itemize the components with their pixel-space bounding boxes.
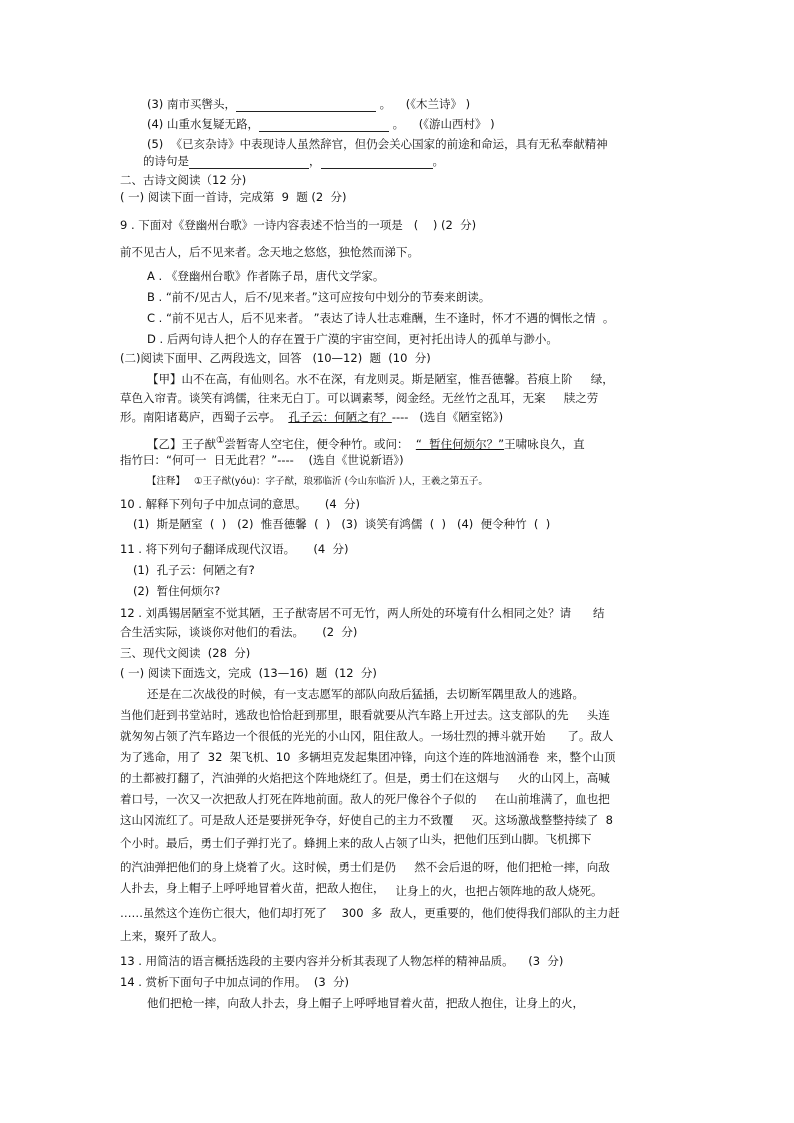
- q4-source: (《游山西村》 ): [418, 117, 495, 131]
- option-b: B . “前不/见古人，后不/见来者。”这可应按句中划分的节奏来朗读。: [147, 290, 491, 304]
- question-9: 9 . 下面对《登幽州台歌》一诗内容表述不恰当的一项是 ( ) (2 分): [120, 218, 477, 232]
- passage-line5: 的土都被打翻了，汽油弹的火焰把这个阵地烧红了。但是，勇士们在这烟与 火的山冈上，高喊: [120, 771, 610, 785]
- option-d: D . 后两句诗人把个人的存在置于广漠的宇宙空间，更衬托出诗人的孤单与渺小。: [147, 332, 558, 346]
- question-13: 13 . 用简洁的语言概括选段的主要内容并分析其表现了人物怎样的精神品质。 (3 分): [120, 954, 564, 968]
- q5-answer-blank-1[interactable]: [189, 155, 309, 169]
- passage-line10: [120, 880, 602, 896]
- passage-line11: ……虽然这个连伤亡很大，他们却打死了 300 多 敌人，更重要的，他们使得我们部队的主力赶: [120, 906, 620, 920]
- section3-part1: ( 一) 阅读下面选文，完成 (13—16) 题 (12 分): [120, 666, 377, 680]
- q4-number: (4): [147, 117, 164, 131]
- q5-number: (5): [147, 137, 164, 151]
- passage-line8-b: 山头，把他们压到山脚。飞机掷下: [419, 832, 592, 846]
- q5-end: 。: [432, 154, 444, 168]
- q4-answer-blank[interactable]: [259, 118, 389, 132]
- section2-part2: (二)阅读下面甲、乙两段选文，回答 (10—12) 题 (10 分): [120, 351, 431, 365]
- question-12-line1: 12 . 刘禹锡居陋室不觉其陋，王子猷寄居不可无竹，两人所处的环境有什么相同之处？请 结: [120, 606, 605, 620]
- q5-comma: ，: [309, 154, 321, 168]
- passage-line3: 就匆匆占领了汽车路边一个很低的光光的小山冈，阻住敌人。一场壮烈的搏斗就开始 了。敌人: [120, 729, 614, 743]
- q3-text: 南市买辔头，: [166, 97, 236, 111]
- q3-answer-blank[interactable]: [236, 98, 376, 112]
- question-10-items: (1) 斯是陋室 ( ) (2) 惟吾德馨 ( ) (3) 谈笑有鸿儒 ( ) (4) 便令种竹 ( ): [133, 517, 551, 531]
- footnote-marker: ①: [216, 435, 225, 446]
- passage-line10-b: 让身上的火，也把占领阵地的敌人烧死。: [395, 884, 603, 898]
- passage-yi-line1: [147, 433, 585, 452]
- passage-line8-a: 个小时。最后，勇士们子弹打光了。蜂拥上来的敌人占领了: [120, 836, 419, 850]
- q3-number: (3): [147, 97, 164, 111]
- q5-line2-text: 的诗句是: [143, 154, 189, 168]
- passage-line7: 这山冈流红了。可是敌人还是要拼死争夺，好使自己的主力不致覆 灭。这场激战整整持续了 8: [120, 813, 613, 827]
- q4-text: 山重水复疑无路，: [166, 117, 259, 131]
- q3-source: (《木兰诗》 ): [405, 97, 471, 111]
- passage-jia-line2: 草色入帘青。谈笑有鸿儒，往来无白丁。可以调素琴，阅金经。无丝竹之乱耳，无案 牍之劳: [120, 391, 599, 405]
- passage-line4: 为了逃命，用了 32 架飞机、10 多辆坦克发起集团冲锋，向这个连的阵地汹涌卷 来，整个山顶: [120, 750, 616, 764]
- option-a: A . 《登幽州台歌》作者陈子昂，唐代文学家。: [147, 269, 385, 283]
- recite-q4: [147, 116, 495, 132]
- jia-source: ---- (选自《陋室铭》): [391, 410, 504, 424]
- recite-q5: [147, 136, 608, 152]
- footnote: 【注释】 ①王子猷(yóu)：字子猷，琅邪临沂 (今山东临沂 )人，王羲之第五子。: [147, 476, 488, 487]
- passage-line1: 还是在二次战役的时候，有一支志愿军的部队向敌后猛插，去切断军隅里敌人的逃路。: [147, 687, 584, 701]
- passage-line8: [120, 832, 592, 851]
- question-10: 10 . 解释下列句子中加点词的意思。 (4 分): [120, 497, 360, 511]
- question-12-line2: 合生活实际，谈谈你对他们的看法。 (2 分): [120, 625, 358, 639]
- question-14-quote: 他们把枪一摔，向敌人扑去，身上帽子上呼呼地冒着火苗，把敌人抱住，让身上的火，: [147, 996, 584, 1010]
- section2-part1: ( 一) 阅读下面一首诗，完成第 9 题 (2 分): [120, 190, 347, 204]
- poem-text: 前不见古人，后不见来者。念天地之悠悠，独怆然而涕下。: [120, 245, 419, 259]
- recite-q3: [147, 96, 470, 112]
- jia-line3-text: 形。南阳诸葛庐，西蜀子云亭。: [120, 410, 289, 424]
- q4-end: 。: [392, 117, 405, 131]
- passage-line10-a: 人扑去，身上帽子上呼呼地冒着火苗，把敌人抱住，: [120, 881, 385, 895]
- section3-title: 三、现代文阅读 (28 分): [120, 646, 251, 660]
- yi-line1-text: 【乙】王子猷: [147, 436, 216, 451]
- yi-underlined-sentence: “ 暂住何烦尔？”: [415, 436, 505, 451]
- passage-line6: 着口号，一次又一次把敌人打死在阵地前面。敌人的死尸像谷个子似的 在山前堆满了，血也把: [120, 792, 610, 806]
- passage-jia-line1: 【甲】山不在高，有仙则名。水不在深，有龙则灵。斯是陋室，惟吾德馨。苔痕上阶 绿，: [147, 372, 614, 386]
- question-11: 11 . 将下列句子翻译成现代汉语。 (4 分): [120, 542, 349, 556]
- question-11-item2: (2) 暂住何烦尔?: [133, 584, 221, 598]
- passage-line12: 上来，聚歼了敌人。: [120, 929, 224, 943]
- passage-line2: 当他们赶到书堂站时，逃敌也恰恰赶到那里，眼看就要从汽车路上开过去。这支部队的先 头连: [120, 708, 610, 722]
- recite-q5-line2: [143, 153, 444, 169]
- yi-line1-mid: 尝暂寄人空宅住，便令种竹。或问：: [224, 436, 416, 451]
- option-c: C . “前不见古人，后不见来者。 ”表达了诗人壮志难酬，生不逢时，怀才不遇的惆怅之情 。: [147, 311, 615, 325]
- passage-jia-line3: [120, 409, 503, 425]
- passage-yi-line2: 指竹曰：“何可一 日无此君？”---- (选自《世说新语》): [120, 453, 404, 467]
- yi-line1-end: 王啸咏良久，直: [504, 436, 585, 451]
- question-11-item1: (1) 孔子云：何陋之有?: [133, 563, 255, 577]
- q3-end: 。: [379, 97, 392, 111]
- passage-line9: 的汽油弹把他们的身上烧着了火。这时候，勇士们是仍 然不会后退的呀，他们把枪一摔，向敌: [120, 860, 610, 874]
- q5-line1: 《已亥杂诗》中表现诗人虽然辞官，但仍会关心国家的前途和命运，具有无私奉献精神: [170, 137, 608, 151]
- jia-underlined-sentence: 孔子云：何陋之有？: [288, 410, 392, 424]
- section2-title: 二、古诗文阅读（12 分): [120, 173, 247, 187]
- q5-answer-blank-2[interactable]: [321, 155, 433, 169]
- question-14: 14 . 赏析下面句子中加点词的作用。 (3 分): [120, 975, 350, 989]
